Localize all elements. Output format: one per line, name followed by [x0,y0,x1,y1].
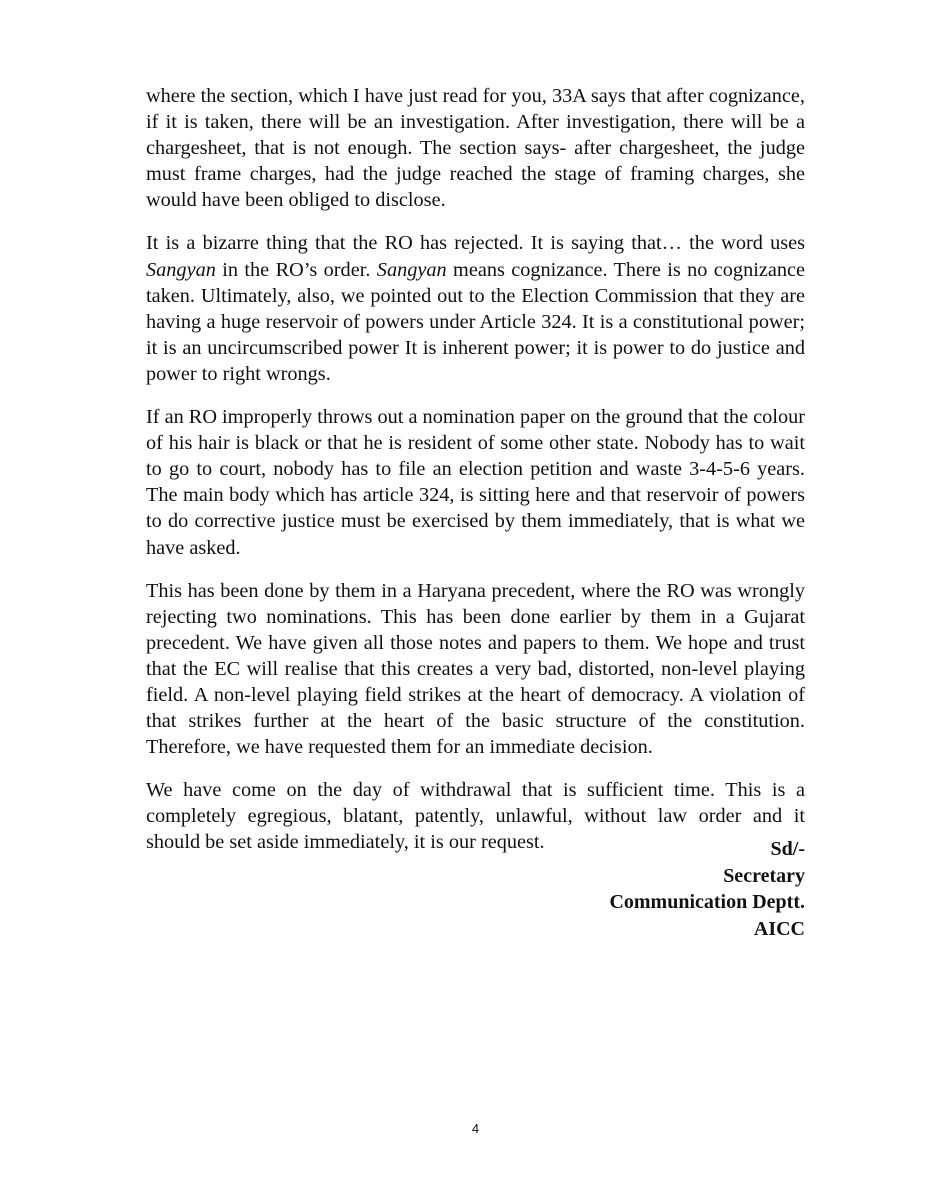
paragraph-4 [146,578,805,761]
paragraph-2-text-c: means cognizance. There is no cognizance taken. Ultimately, also, we pointed out to the Election Commission that they are having a huge reservoir of powers under Article 324. It is a constitutional power; it is an uncircumscribed power It is inherent power; it is power to do justice and power to right wrongs. [146,258,805,385]
signature-title: Secretary [723,864,805,887]
signature-block [609,836,805,942]
paragraph-3 [146,404,805,561]
paragraph-2-text-a: It is a bizarre thing that the RO has rejected. It is saying that… the word uses [146,232,805,255]
term-sangyan: Sangyan [376,258,447,281]
signature-department: Communication Deptt. [609,891,805,914]
paragraph-1 [146,83,805,213]
paragraph-2 [146,230,805,387]
paragraph-1-text: where the section, which I have just read for you, 33A says that after cognizance, if it is taken, there will be an investigation. After investigation, there will be a chargesheet, that is not enough. The section says- after chargesheet, the judge must frame charges, had the judge reached the stage of framing charges, she would have been obliged to disclose. [146,85,805,212]
paragraph-3-text: If an RO improperly throws out a nomination paper on the ground that the colour of his hair is black or that he is resident of some other state. Nobody has to wait to go to court, nobody has to file an election petition and waste 3-4-5-6 years. The main body which has article 324, is sitting here and that reservoir of powers to do corrective justice must be exercised by them immediately, that is what we have asked. [146,406,805,559]
term-sangyan: Sangyan [146,258,216,281]
page-number: 4 [471,1121,480,1136]
paragraph-5-text: We have come on the day of withdrawal that is sufficient time. This is a completely egregious, blatant, patently, unlawful, without law order and it should be set aside immediately, it is our request. [146,779,805,854]
paragraph-4-text: This has been done by them in a Haryana precedent, where the RO was wrongly rejecting two nominations. This has been done earlier by them in a Gujarat precedent. We have given all those notes and papers to them. We hope and trust that the EC will realise that this creates a very bad, distorted, non-level playing field. A non-level playing field strikes at the heart of democracy. A violation of that strikes further at the heart of the basic structure of the constitution. Therefore, we have requested them for an immediate decision. [146,579,805,759]
paragraph-2-text-b: in the RO’s order. [215,258,377,281]
document-body [146,83,805,873]
signature-organization: AICC [753,917,805,940]
signature-sd: Sd/- [770,838,805,860]
